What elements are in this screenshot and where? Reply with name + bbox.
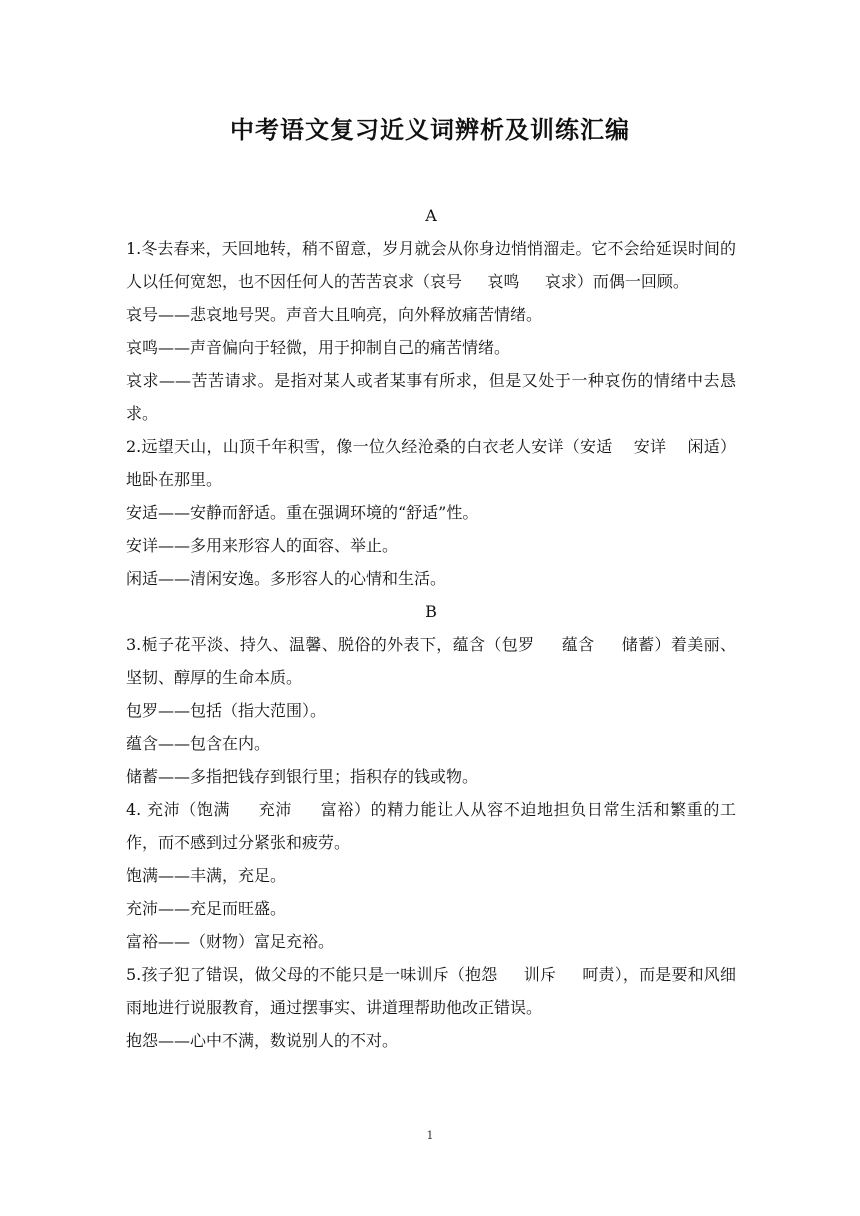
document-title: 中考语文复习近义词辨析及训练汇编: [230, 116, 630, 144]
paragraph: 充沛——充足而旺盛。: [126, 899, 287, 918]
paragraph: 闲适——清闲安逸。多形容人的心情和生活。: [126, 569, 447, 588]
paragraph: 安详——多用来形容人的面容、举止。: [126, 536, 399, 555]
paragraph: 2.远望天山，山顶千年积雪，像一位久经沧桑的白衣老人安详（安适 安详 闲适）地卧在那里。: [126, 437, 736, 489]
paragraph: 富裕——（财物）富足充裕。: [126, 932, 335, 951]
section-heading: A: [425, 206, 437, 225]
paragraph: 5.孩子犯了错误，做父母的不能只是一味训斥（抱怨 训斥 呵责），而是要和风细雨地进行说服教育，通过摆事实、讲道理帮助他改正错误。: [126, 965, 736, 1017]
paragraph: 蕴含——包含在内。: [126, 734, 271, 753]
paragraph: 哀求——苦苦请求。是指对某人或者某事有所求，但是又处于一种哀伤的情绪中去恳求。: [126, 371, 736, 423]
paragraph: 安适——安静而舒适。重在强调环境的“舒适”性。: [126, 503, 479, 522]
section-heading: B: [425, 602, 437, 621]
paragraph: 哀号——悲哀地号哭。声音大且响亮，向外释放痛苦情绪。: [126, 305, 543, 324]
paragraph: 3.栀子花平淡、持久、温馨、脱俗的外表下，蕴含（包罗 蕴含 储蓄）着美丽、坚韧、醇厚的生命本质。: [126, 635, 736, 687]
paragraph: 饱满——丰满，充足。: [126, 866, 287, 885]
paragraph: 包罗——包括（指大范围）。: [126, 701, 327, 720]
paragraph: 4. 充沛（饱满 充沛 富裕）的精力能让人从容不迫地担负日常生活和繁重的工作，而不感到过分紧张和疲劳。: [126, 800, 736, 852]
paragraph: 储蓄——多指把钱存到银行里；指积存的钱或物。: [126, 767, 479, 786]
document-body: [126, 199, 736, 1057]
page-number: 1: [426, 1129, 434, 1142]
paragraph: 哀鸣——声音偏向于轻微，用于抑制自己的痛苦情绪。: [126, 338, 511, 357]
paragraph: 抱怨——心中不满，数说别人的不对。: [126, 1031, 399, 1050]
paragraph: 1.冬去春来，天回地转，稍不留意，岁月就会从你身边悄悄溜走。它不会给延误时间的人以任何宽恕，也不因任何人的苦苦哀求（哀号 哀鸣 哀求）而偶一回顾。: [126, 239, 736, 291]
